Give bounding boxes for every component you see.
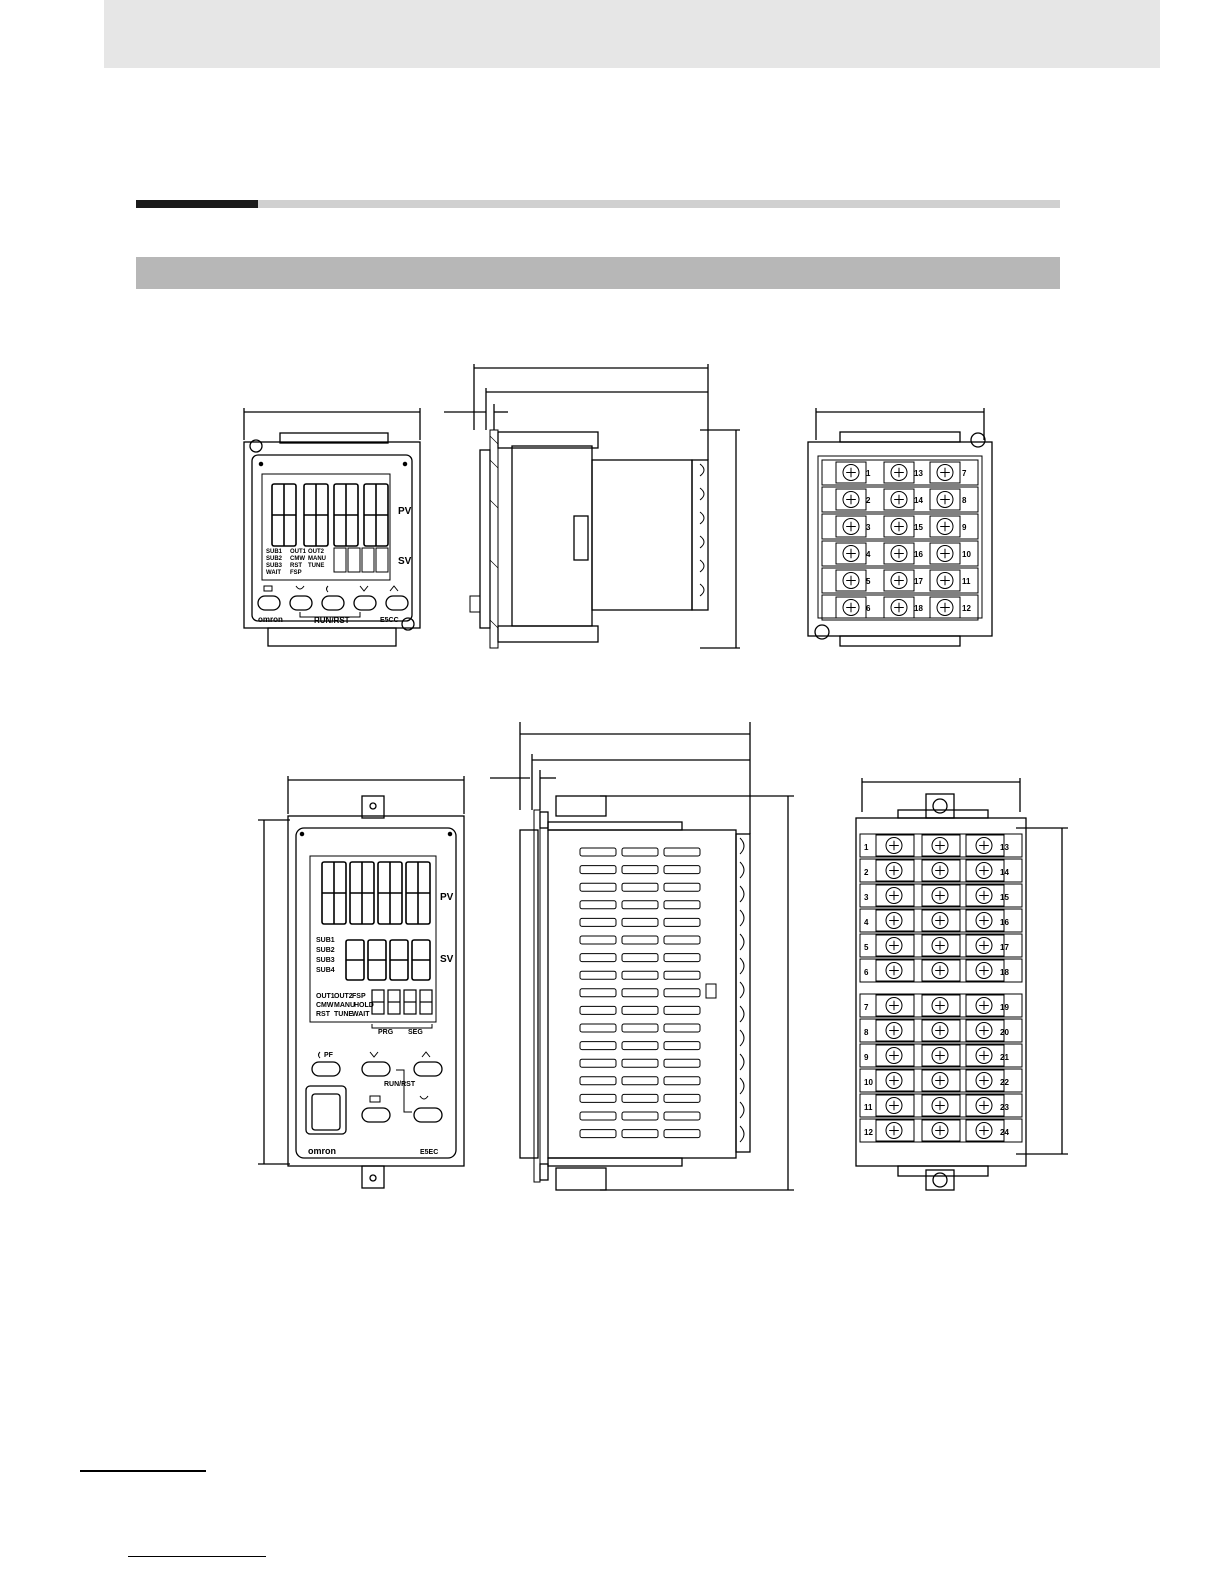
terminal-number: 18 [1000, 968, 1009, 977]
side-view-small [444, 364, 740, 648]
rear-view-small [808, 408, 992, 646]
terminal-number: 24 [1000, 1128, 1009, 1137]
terminal-number: 20 [1000, 1028, 1009, 1037]
indicator-sub1: SUB1 [266, 549, 283, 555]
pf-label: PF [324, 1052, 333, 1059]
terminal-number: 17 [914, 577, 923, 586]
sub2-label: SUB2 [316, 947, 335, 954]
footer-rule [80, 1470, 206, 1472]
terminal-number: 13 [914, 469, 923, 478]
terminal-number: 8 [962, 496, 967, 505]
front-view-small [244, 408, 420, 646]
hold-label: HOLD [354, 1002, 374, 1009]
pf-key-icon [319, 1052, 321, 1058]
terminal-number: 23 [1000, 1103, 1009, 1112]
mode-key-button[interactable] [290, 596, 312, 610]
terminal-number: 7 [962, 469, 967, 478]
terminal-number: 5 [866, 577, 871, 586]
terminal-number: 2 [866, 496, 871, 505]
terminal-number: 4 [866, 550, 871, 559]
indicator-sub2: SUB2 [266, 556, 283, 562]
terminal-number: 14 [914, 496, 923, 505]
terminal-number: 15 [1000, 893, 1009, 902]
terminal-number: 16 [914, 550, 923, 559]
seg-label: SEG [408, 1029, 423, 1036]
terminal-number: 11 [962, 577, 971, 586]
pv-label: PV [398, 506, 412, 517]
sv-label: SV [398, 556, 412, 567]
brand-label: omron [258, 615, 283, 624]
terminal-number: 9 [962, 523, 967, 532]
level-key-button[interactable] [258, 596, 280, 610]
terminal-number: 2 [864, 868, 869, 877]
side-view-tall [490, 722, 794, 1190]
pv-label-tall: PV [440, 892, 454, 903]
indicator-wait: WAIT [266, 570, 281, 576]
up-key-icon [390, 586, 398, 591]
mode-key-button[interactable] [414, 1108, 442, 1122]
pf-key-button[interactable] [312, 1062, 340, 1076]
indicator-cmw: CMW [290, 556, 305, 562]
run-rst-label: RUN/RST [314, 616, 350, 625]
footer-underline [128, 1556, 266, 1557]
up-key-button[interactable] [414, 1062, 442, 1076]
wait-label: WAIT [352, 1011, 370, 1018]
terminal-number: 10 [864, 1078, 873, 1087]
out2-label: OUT2 [334, 993, 353, 1000]
down-key-button[interactable] [362, 1062, 390, 1076]
manu-label: MANU [334, 1002, 355, 1009]
front-view-tall [258, 776, 464, 1188]
mode-key-icon [420, 1096, 428, 1099]
terminal-number: 18 [914, 604, 923, 613]
terminal-number: 3 [864, 893, 869, 902]
prg-label: PRG [378, 1029, 394, 1036]
level-key-button[interactable] [362, 1108, 390, 1122]
indicator-out2: OUT2 [308, 549, 325, 555]
indicator-tune: TUNE [308, 563, 325, 569]
level-key-icon [264, 586, 272, 591]
sub1-label: SUB1 [316, 937, 335, 944]
terminal-number: 5 [864, 943, 869, 952]
terminal-number: 3 [866, 523, 871, 532]
sub3-label: SUB3 [316, 957, 335, 964]
brand-label-tall: omron [308, 1146, 336, 1156]
terminal-number: 17 [1000, 943, 1009, 952]
indicator-rst: RST [290, 563, 302, 569]
indicator-manu: MANU [308, 556, 326, 562]
model-label: E5CC [380, 617, 399, 624]
terminal-number: 14 [1000, 868, 1009, 877]
terminal-number: 10 [962, 550, 971, 559]
terminal-number: 11 [864, 1103, 873, 1112]
model-label-tall: E5EC [420, 1149, 439, 1156]
terminal-number: 16 [1000, 918, 1009, 927]
down-key-icon [360, 586, 368, 591]
terminal-number: 4 [864, 918, 869, 927]
indicator-out1: OUT1 [290, 549, 307, 555]
run-rst-label-tall: RUN/RST [384, 1081, 416, 1088]
terminal-number: 1 [866, 469, 871, 478]
terminal-number: 19 [1000, 1003, 1009, 1012]
pf-key-button[interactable] [322, 596, 344, 610]
rear-view-tall [856, 778, 1068, 1190]
terminal-number: 15 [914, 523, 923, 532]
down-key-icon [370, 1052, 378, 1057]
sub4-label: SUB4 [316, 967, 335, 974]
out1-label: OUT1 [316, 993, 335, 1000]
mode-key-icon [296, 586, 304, 589]
pf-key-icon [327, 586, 329, 592]
terminal-number: 7 [864, 1003, 869, 1012]
indicator-fsp: FSP [290, 570, 302, 576]
rst-label: RST [316, 1011, 330, 1018]
tune-label: TUNE [334, 1011, 354, 1018]
up-key-icon [422, 1052, 430, 1057]
terminal-number: 1 [864, 843, 869, 852]
cmw-label: CMW [316, 1002, 334, 1009]
sv-label-tall: SV [440, 954, 454, 965]
terminal-number: 6 [866, 604, 871, 613]
terminal-number: 9 [864, 1053, 869, 1062]
fsp-label: FSP [352, 993, 366, 1000]
terminal-number: 13 [1000, 843, 1009, 852]
terminal-number: 22 [1000, 1078, 1009, 1087]
terminal-number: 6 [864, 968, 869, 977]
level-key-icon [370, 1096, 380, 1102]
down-key-button[interactable] [354, 596, 376, 610]
terminal-number: 12 [864, 1128, 873, 1137]
terminal-number: 21 [1000, 1053, 1009, 1062]
indicator-sub3: SUB3 [266, 563, 283, 569]
terminal-number: 12 [962, 604, 971, 613]
up-key-button[interactable] [386, 596, 408, 610]
terminal-number: 8 [864, 1028, 869, 1037]
